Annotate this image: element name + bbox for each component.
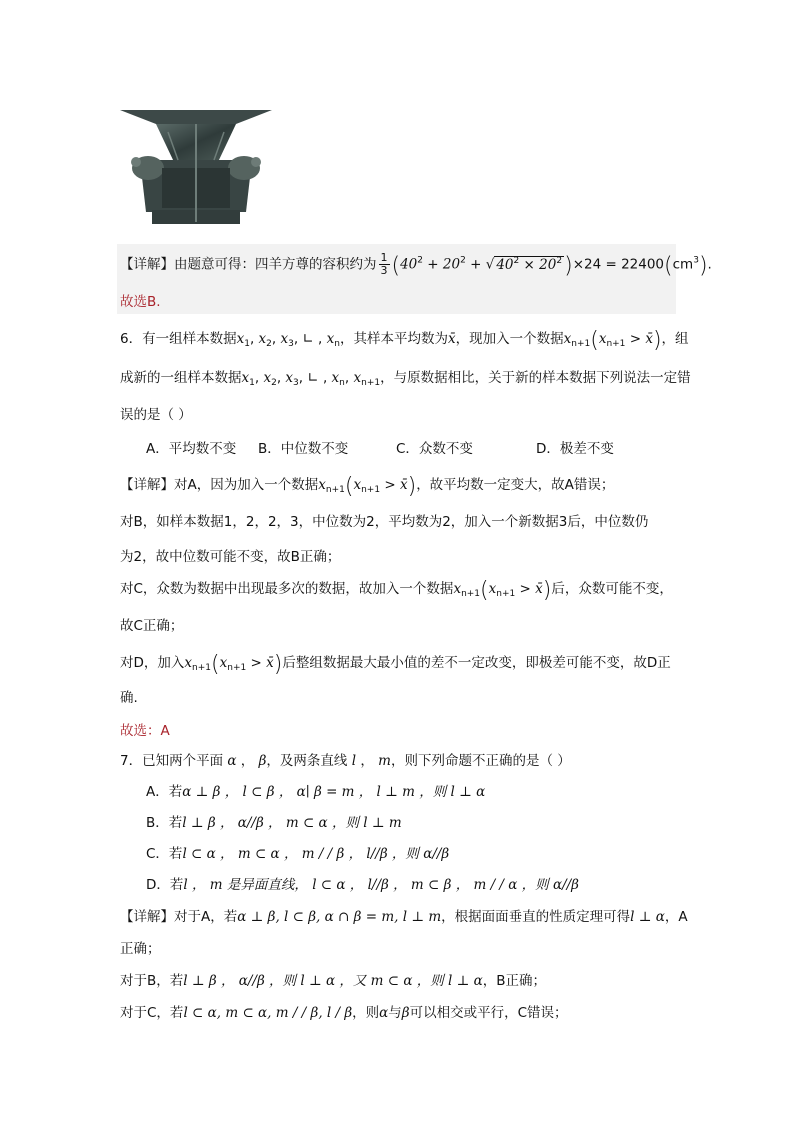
- q6-detail-c2: 故C正确；: [120, 618, 184, 634]
- q6-option-c: C．众数不变: [396, 441, 473, 457]
- q6-option-b: B．中位数不变: [258, 441, 349, 457]
- q6-detail-a: 【详解】对A，因为加入一个数据$x_{n+1}(x_{n+1}$ > x̄)，故平均数一定变大，故A错误；: [120, 474, 615, 499]
- q7-option-a: A．若α ⊥ β ， l ⊂ β ， α∣ β = m ， l ⊥ m ，则 l ⊥ α: [146, 784, 486, 800]
- bronze-vessel-image: [118, 102, 274, 230]
- q6-option-d: D．极差不变: [536, 441, 614, 457]
- q7-detail-c: 对于C，若l ⊂ α, m ⊂ α, m / / β, l / β，则α与β可以相交或平行，C错误；: [120, 1005, 568, 1021]
- q6-stem-line1: 6．有一组样本数据$x_1$, $x_2$, $x_3$, ∟ , $x_n$，其样本平均数为x̄，现加入一个数据$x_{n+1}(x_{n+1}$ > x̄)，组: [120, 328, 689, 353]
- q6-detail-d2: 确.: [120, 690, 138, 706]
- q6-option-a: A．平均数不变: [146, 441, 237, 457]
- prev-detail-prefix: 【详解】由题意可得：四羊方尊的容积约为: [120, 256, 377, 273]
- q7-option-c: C．若l ⊂ α ， m ⊂ α ， m / / β ， l//β ，则 α//β: [146, 846, 450, 862]
- q7-stem: 7．已知两个平面 α ， β，及两条直线 l ， m，则下列命题不正确的是（ ）: [120, 753, 571, 769]
- q7-option-d: D．若l ， m 是异面直线， l ⊂ α ， l//β ， m ⊂ β ， m / / α ，则 α//β: [146, 877, 579, 893]
- q6-answer: 故选：A: [120, 723, 170, 739]
- q6-detail-c1: 对C，众数为数据中出现最多次的数据，故加入一个数据$x_{n+1}(x_{n+1}$ > x̄)后，众数可能不变，: [120, 578, 673, 603]
- q6-detail-d1: 对D，加入$x_{n+1}(x_{n+1}$ > x̄)后整组数据最大最小值的差不一定改变，即极差可能不变，故D正: [120, 652, 671, 677]
- q7-option-b: B．若l ⊥ β ， α//β ， m ⊂ α ，则 l ⊥ m: [146, 815, 402, 831]
- q6-detail-b2: 为2，故中位数可能不变，故B正确；: [120, 549, 341, 565]
- q6-stem-line3: 误的是（ ）: [120, 407, 192, 423]
- prev-detail-line: 【详解】由题意可得：四羊方尊的容积约为 $\frac{1}{3}$ ($40^2 + 20^2$ + √ $40^2 \times 20^2)\times 24 = 22400(cm^3)$.: [120, 251, 712, 279]
- prev-unit: cm: [672, 256, 694, 273]
- q7-detail-b: 对于B，若l ⊥ β ， α//β ，则 l ⊥ α ，又 m ⊂ α ，则 l ⊥ α，B正确；: [120, 973, 547, 989]
- q7-detail-a2: 正确；: [120, 941, 161, 957]
- fraction-one-third: $\frac{1}{3}$: [380, 251, 388, 277]
- q6-stem-line2: 成新的一组样本数据$x_1$, $x_2$, $x_3$, ∟ , $x_n$, $x_{n+1}$，与原数据相比，关于新的样本数据下列说法一定错: [120, 370, 691, 388]
- prev-detail-result: ×24 = 22400: [572, 256, 665, 273]
- q7-detail-a1: 【详解】对于A，若α ⊥ β, l ⊂ β, α ∩ β = m, l ⊥ m，根据面面垂直的性质定理可得l ⊥ α，A: [120, 909, 688, 925]
- prev-answer: 故选B.: [120, 294, 161, 310]
- q6-detail-b1: 对B，如样本数据1，2，2，3，中位数为2，平均数为2，加入一个新数据3后，中位数仍: [120, 514, 649, 530]
